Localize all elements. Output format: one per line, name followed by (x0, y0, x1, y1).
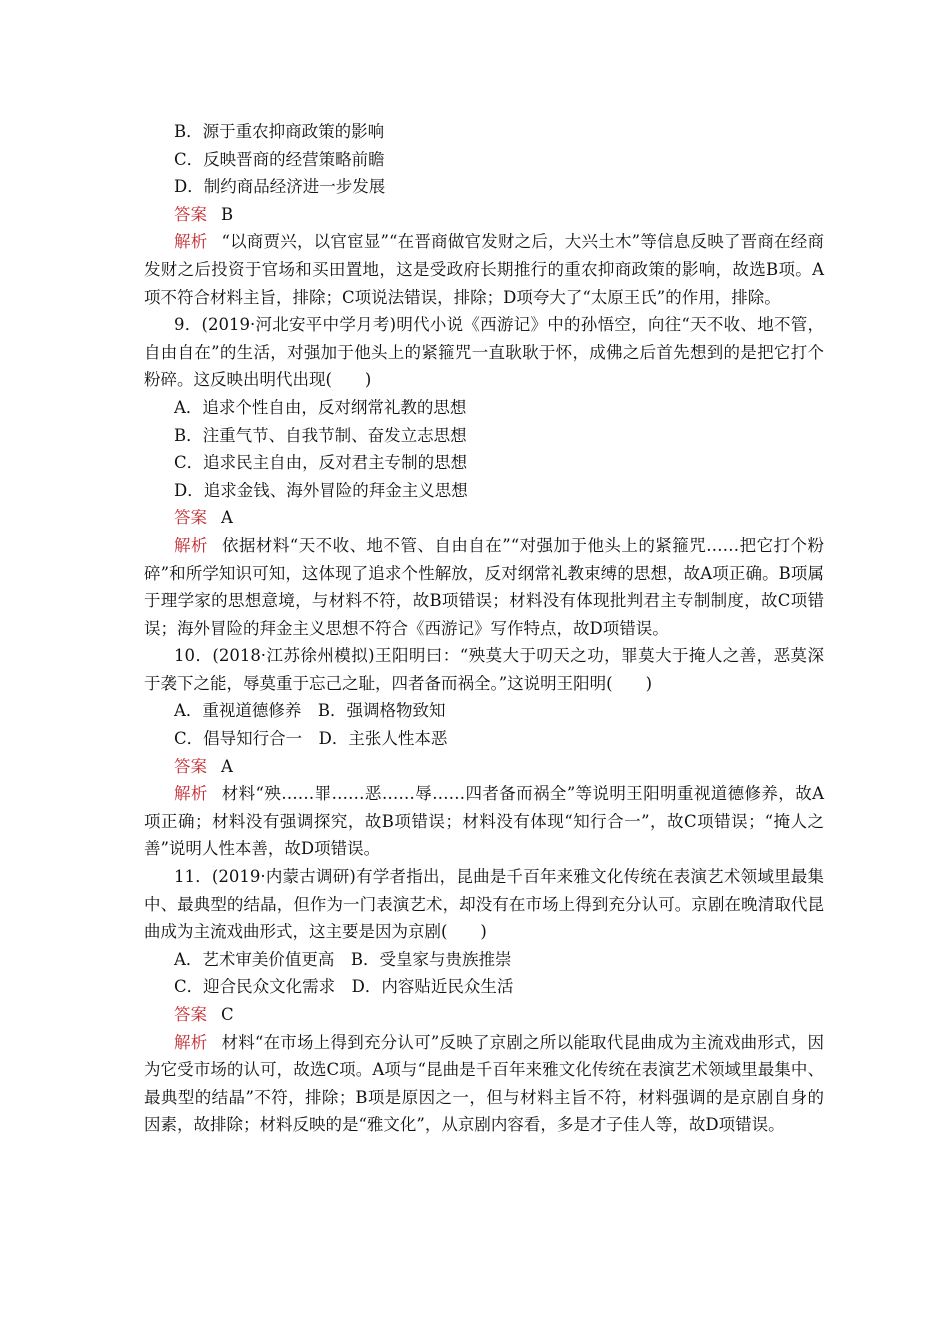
q10-analysis (144, 780, 824, 863)
q11-question: 11．(2019·内蒙古调研)有学者指出，昆曲是千百年来雅文化传统在表演艺术领域里最集中、最典型的结晶，但作为一门表演艺术，却没有在市场上得到充分认可。京剧在晚清取代昆曲成为主流戏曲形式，这主要是因为京剧( ) (144, 867, 824, 942)
q10-question: 10．(2018·江苏徐州模拟)王阳明曰：“殃莫大于叨天之功，罪莫大于掩人之善，恶莫深于袭下之能，辱莫重于忘己之耻，四者备而祸全。”这说明王阳明( ) (144, 646, 824, 693)
q9-analysis (144, 532, 824, 642)
answer-value: C (221, 1005, 234, 1024)
q9-option-d: D．追求金钱、海外冒险的拜金主义思想 (174, 480, 468, 500)
q11-options-cd: C．迎合民众文化需求 D．内容贴近民众生活 (174, 977, 514, 997)
q10-answer (144, 753, 824, 781)
analysis-label: 解析 (174, 784, 208, 804)
q8-answer (144, 201, 824, 229)
answer-value: A (221, 756, 233, 776)
q9-question: 9．(2019·河北安平中学月考)明代小说《西游记》中的孙悟空，向往“天不收、地不管，自由自在”的生活，对强加于他头上的紧箍咒一直耿耿于怀，成佛之后首先想到的是把它打个粉碎。这反映出明代出现( ) (144, 315, 824, 390)
q8-option-c: C．反映晋商的经营策略前瞻 (174, 149, 385, 169)
answer-label: 答案 (174, 204, 207, 224)
q9-answer (144, 504, 824, 532)
q9-option-a: A．追求个性自由，反对纲常礼教的思想 (174, 397, 467, 417)
q8-option-b: B．源于重农抑商政策的影响 (174, 122, 385, 141)
analysis-text: 材料“在市场上得到充分认可”反映了京剧之所以能取代昆曲成为主流戏曲形式，因为它受市场的认可，故选C项。A项与“昆曲是千百年来雅文化传统在表演艺术领域里最集中、最典型的结晶”不符，排除；B项是原因之一，但与材料主旨不符，材料强调的是京剧自身的因素，故排除；材料反映的是“雅文化”，从京剧内容看，多是才子佳人等，故D项错误。 (144, 1032, 825, 1135)
analysis-label: 解析 (174, 232, 208, 252)
analysis-text: “以商贾兴，以官宦显”“在晋商做官发财之后，大兴土木”等信息反映了晋商在经商发财之后投资于官场和买田置地，这是受政府长期推行的重农抑商政策的影响，故选B项。A项不符合材料主旨，排除；C项说法错误，排除；D项夸大了“太原王氏”的作用，排除。 (144, 232, 824, 307)
q11-answer (144, 1001, 824, 1029)
q8-analysis (144, 228, 824, 311)
q10-options-ab: A．重视道德修养 B．强调格物致知 (174, 701, 446, 721)
analysis-text: 材料“殃……罪……恶……辱……四者备而祸全”等说明王阳明重视道德修养，故A项正确；材料没有强调探究，故B项错误；材料没有体现“知行合一”，故C项错误；“掩人之善”说明人性本善，故D项错误。 (144, 784, 824, 859)
document-page (144, 118, 824, 1139)
q11-analysis (144, 1029, 824, 1139)
q11-options-ab: A．艺术审美价值更高 B．受皇家与贵族推崇 (174, 949, 512, 969)
q10-options-cd: C．倡导知行合一 D．主张人性本恶 (174, 729, 448, 749)
answer-label: 答案 (174, 1005, 207, 1024)
answer-label: 答案 (174, 508, 207, 528)
analysis-text: 依据材料“天不收、地不管、自由自在”“对强加于他头上的紧箍咒……把它打个粉碎”和所学知识可知，这体现了追求个性解放，反对纲常礼教束缚的思想，故A项正确。B项属于理学家的思想意境，与材料不符，故B项错误；材料没有体现批判君主专制制度，故C项错误；海外冒险的拜金主义思想不符合《西游记》写作特点，故D项错误。 (144, 535, 825, 638)
q8-option-d: D．制约商品经济进一步发展 (174, 177, 386, 197)
answer-label: 答案 (174, 756, 207, 776)
analysis-label: 解析 (174, 1032, 208, 1052)
q9-option-c: C．追求民主自由，反对君主专制的思想 (174, 453, 468, 473)
q9-option-b: B．注重气节、自我节制、奋发立志思想 (174, 425, 467, 445)
answer-value: A (221, 508, 233, 528)
analysis-label: 解析 (174, 535, 208, 555)
answer-value: B (221, 204, 234, 224)
